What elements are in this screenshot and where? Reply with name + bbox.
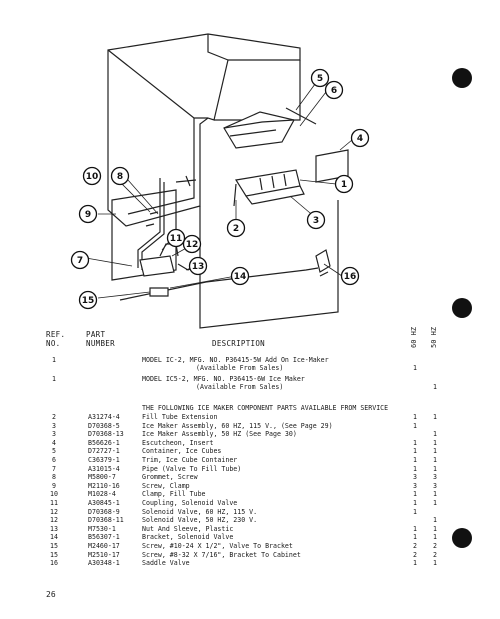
description: Screw, Clamp — [142, 481, 190, 490]
qty-60hz: 1 — [413, 421, 417, 430]
qty-60hz: 2 — [413, 550, 417, 559]
callout-label: 13 — [191, 262, 205, 273]
ref-number: 14 — [50, 533, 58, 542]
model-line-2: (Available From Sales) — [196, 383, 284, 391]
description: Escutcheon, Insert — [142, 438, 214, 447]
callout-10 — [84, 168, 101, 185]
description: Screw, #10-24 X 1/2", Valve To Bracket — [142, 542, 293, 550]
parts-row — [46, 551, 466, 559]
part-number: D70368-13 — [88, 430, 124, 439]
qty-60hz: 1 — [413, 447, 417, 456]
part-number: B56307-1 — [88, 533, 120, 542]
ref-number: 5 — [52, 447, 56, 456]
callout-label: 9 — [84, 210, 92, 221]
parts-row — [46, 490, 466, 498]
callout-16 — [342, 268, 359, 285]
qty-60hz: 3 — [413, 481, 417, 490]
description: Ice Maker Assembly, 50 HZ (See Page 30) — [142, 430, 297, 439]
ref-number: 3 — [52, 430, 56, 439]
parts-row — [46, 422, 466, 430]
description: Solenoid Valve, 50 HZ, 230 V. — [142, 516, 258, 525]
qty-50hz: 3 — [433, 473, 437, 482]
callout-4 — [352, 130, 369, 147]
description: Clamp, Fill Tube — [142, 490, 206, 499]
qty-60hz: 1 — [413, 524, 417, 533]
qty-50hz: 1 — [433, 533, 437, 542]
callout-label: 2 — [232, 224, 240, 235]
description: Container, Ice Cubes — [142, 447, 222, 456]
model-line-2: (Available From Sales) — [196, 364, 284, 372]
ref-number: 2 — [52, 413, 56, 421]
ref-number: 11 — [50, 499, 58, 507]
ref-number: 15 — [50, 550, 58, 559]
callout-11 — [168, 230, 185, 247]
qty-50hz: 1 — [433, 438, 437, 447]
description: Saddle Valve — [142, 559, 190, 568]
model-line-1: MODEL IC5-2, MFG. NO. P36415-6W Ice Maker — [142, 375, 305, 383]
ref-number: 9 — [52, 481, 56, 490]
qty-60hz: 1 — [413, 490, 417, 499]
parts-row — [46, 508, 466, 516]
callout-label: 1 — [340, 180, 348, 191]
part-number: B56626-1 — [88, 438, 120, 447]
qty-60hz: 1 — [413, 413, 417, 421]
ref-number: 16 — [50, 559, 58, 568]
qty-50hz: 1 — [433, 464, 437, 473]
qty-50hz: 1 — [433, 559, 437, 568]
ref-number: 15 — [50, 542, 58, 550]
qty-60hz: 1 — [413, 559, 417, 568]
description: Coupling, Solenoid Valve — [142, 499, 238, 507]
part-number: M2510-17 — [88, 550, 120, 559]
part-number: D72727-1 — [88, 447, 120, 456]
callout-label: 12 — [185, 240, 199, 251]
callout-label: 14 — [233, 272, 247, 283]
parts-row — [46, 542, 466, 550]
parts-row — [46, 499, 466, 507]
part-number: A30348-1 — [88, 559, 120, 568]
qty-60hz: 1 — [413, 507, 417, 516]
part-number: M5800-7 — [88, 473, 116, 482]
callout-label: 15 — [81, 296, 95, 307]
description: Pipe (Valve To Fill Tube) — [142, 464, 242, 473]
part-number: M2460-17 — [88, 542, 120, 550]
ref-number: 6 — [52, 456, 56, 464]
callout-7 — [72, 252, 89, 269]
ref-number: 3 — [52, 421, 56, 430]
description: Nut And Sleeve, Plastic — [142, 524, 234, 533]
qty-50hz: 1 — [433, 430, 437, 439]
parts-row — [46, 525, 466, 533]
parts-row — [46, 413, 466, 421]
part-number: C36379-1 — [88, 456, 120, 464]
parts-row — [46, 516, 466, 524]
callout-9 — [80, 206, 97, 223]
ref-number: 12 — [50, 516, 58, 525]
description: Grommet, Screw — [142, 473, 198, 482]
part-number: A31015-4 — [88, 464, 120, 473]
parts-row — [46, 533, 466, 541]
part-number: D70368-11 — [88, 516, 124, 525]
qty-50hz: 2 — [433, 542, 437, 550]
callout-label: 4 — [356, 134, 364, 145]
qty-60hz: 1 — [413, 456, 417, 464]
part-number: D70368-9 — [88, 507, 120, 516]
description: Solenoid Valve, 60 HZ, 115 V. — [142, 507, 258, 516]
header-60hz: 60 HZ — [410, 326, 418, 348]
part-number: D70368-5 — [88, 421, 120, 430]
qty-50hz: 1 — [433, 490, 437, 499]
callout-13 — [190, 258, 207, 275]
ref-number: 13 — [50, 524, 58, 533]
qty-50hz: 1 — [433, 413, 437, 421]
description: Bracket, Solenoid Valve — [142, 533, 234, 542]
callout-label: 10 — [85, 172, 99, 183]
qty-60hz: 1 — [413, 499, 417, 507]
callout-label: 6 — [330, 86, 338, 97]
ref-number: 8 — [52, 473, 56, 482]
ref-number: 10 — [50, 490, 58, 499]
callout-1 — [336, 176, 353, 193]
parts-row — [46, 465, 466, 473]
description: Trim, Ice Cube Container — [142, 456, 238, 464]
qty-50hz: 3 — [433, 481, 437, 490]
parts-row — [46, 559, 466, 567]
ref-number: 7 — [52, 464, 56, 473]
parts-row — [46, 430, 466, 438]
model-ref: 1 — [52, 356, 56, 364]
model-line-1: MODEL IC-2, MFG. NO. P36415-5W Add On Ice-Maker — [142, 356, 329, 364]
model-qty-50hz: 1 — [433, 383, 437, 391]
ref-number: 4 — [52, 438, 56, 447]
parts-row — [46, 456, 466, 464]
callout-label: 16 — [343, 272, 357, 283]
qty-60hz: 1 — [413, 438, 417, 447]
description: Ice Maker Assembly, 60 HZ, 115 V., (See Page 29) — [142, 421, 333, 430]
header-50hz: 50 HZ — [430, 326, 438, 348]
description: Fill Tube Extension — [142, 413, 218, 421]
qty-50hz: 1 — [433, 456, 437, 464]
part-number: M2110-16 — [88, 481, 120, 490]
qty-50hz: 1 — [433, 447, 437, 456]
callout-12 — [184, 236, 201, 253]
qty-60hz: 2 — [413, 542, 417, 550]
qty-50hz: 1 — [433, 516, 437, 525]
header-ref-no: REF. NO. — [46, 330, 66, 348]
callout-label: 7 — [76, 256, 84, 267]
parts-row — [46, 473, 466, 481]
part-number: A31274-4 — [88, 413, 120, 421]
callout-label: 11 — [169, 234, 183, 245]
header-part-number: PART NUMBER — [86, 330, 115, 348]
part-number: M7530-1 — [88, 524, 116, 533]
page-number: 26 — [46, 590, 56, 599]
parts-row — [46, 439, 466, 447]
service-parts-note: THE FOLLOWING ICE MAKER COMPONENT PARTS AVAILABLE FROM SERVICE — [142, 404, 389, 412]
qty-60hz: 1 — [413, 533, 417, 542]
ref-number: 12 — [50, 507, 58, 516]
callout-label: 5 — [316, 74, 324, 85]
part-number: A30845-1 — [88, 499, 120, 507]
parts-row — [46, 447, 466, 455]
callout-label: 8 — [116, 172, 124, 183]
callout-6 — [326, 82, 343, 99]
qty-50hz: 2 — [433, 550, 437, 559]
callout-3 — [308, 212, 325, 229]
callout-14 — [232, 268, 249, 285]
parts-row — [46, 482, 466, 490]
callout-15 — [80, 292, 97, 309]
part-number: M1028-4 — [88, 490, 116, 499]
callout-2 — [228, 220, 245, 237]
qty-60hz: 1 — [413, 464, 417, 473]
qty-60hz: 3 — [413, 473, 417, 482]
qty-50hz: 1 — [433, 524, 437, 533]
description: Screw, #8-32 X 7/16", Bracket To Cabinet — [142, 550, 301, 559]
qty-50hz: 1 — [433, 499, 437, 507]
model-qty-60hz: 1 — [413, 364, 417, 372]
callout-8 — [112, 168, 129, 185]
model-ref: 1 — [52, 375, 56, 383]
callout-label: 3 — [312, 216, 320, 227]
header-description: DESCRIPTION — [212, 339, 265, 348]
callout-5 — [312, 70, 329, 87]
